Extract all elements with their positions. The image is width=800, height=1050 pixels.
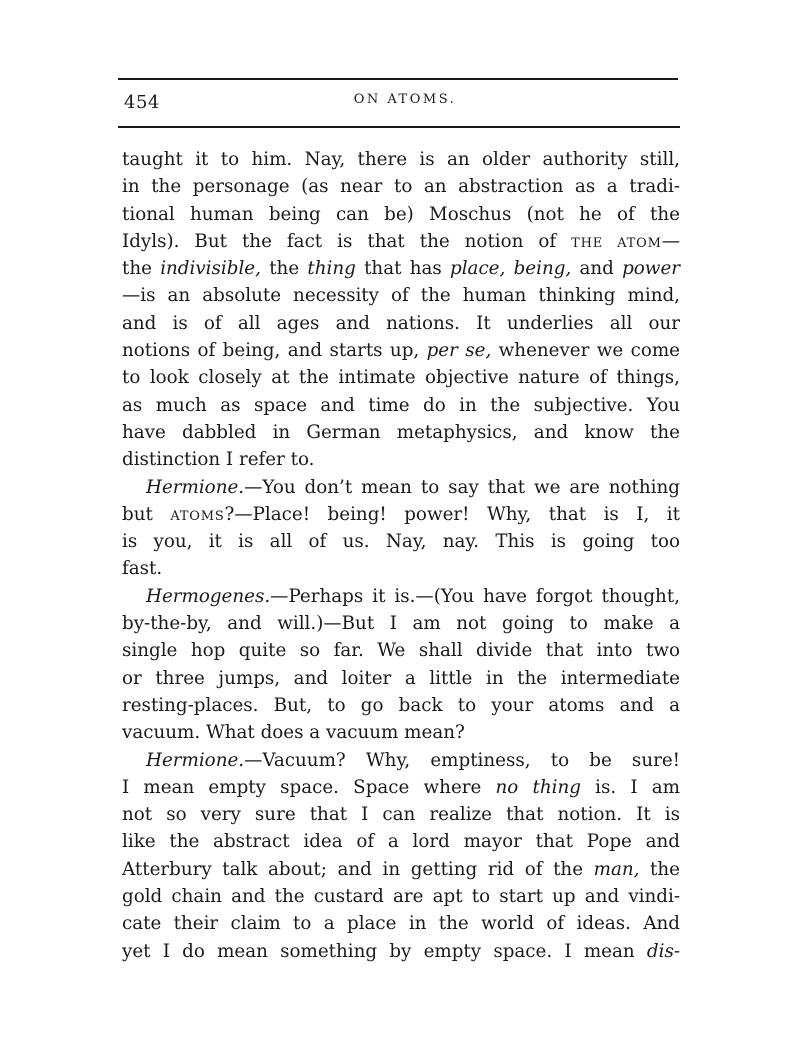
text-segment: tional human being can be) Moschus (not he of the	[122, 203, 680, 225]
italic-text: indivisible,	[160, 258, 261, 280]
text-line	[122, 337, 680, 364]
small-caps-text: THE ATOM	[571, 235, 662, 251]
text-line	[122, 446, 680, 473]
text-segment: —is an absolute necessity of the human thinking mind,	[122, 285, 680, 307]
italic-text: being,	[513, 258, 572, 280]
text-line	[122, 392, 680, 419]
text-line	[122, 146, 680, 173]
text-line	[122, 364, 680, 391]
page-number: 454	[124, 92, 160, 113]
text-segment: I mean empty space. Space where	[122, 776, 496, 798]
text-segment: whenever we come	[491, 340, 680, 362]
text-line	[122, 228, 680, 255]
text-segment: is you, it is all of us. Nay, nay. This is going too	[122, 531, 680, 553]
text-segment: not so very sure that I can realize that notion. It is	[122, 804, 680, 826]
text-line	[122, 938, 680, 965]
text-segment: vacuum. What does a vacuum mean?	[122, 722, 465, 744]
text-line	[122, 719, 680, 746]
text-line	[122, 501, 680, 528]
text-segment: single hop quite so far. We shall divide that into two	[122, 640, 680, 662]
italic-text: man,	[593, 858, 640, 880]
text-line	[122, 910, 680, 937]
text-line	[122, 801, 680, 828]
italic-text: dis-	[646, 940, 680, 962]
body-text	[122, 146, 680, 965]
running-head: ON ATOMS.	[353, 92, 457, 107]
text-segment: —You don’t mean to say that we are nothing	[244, 476, 680, 498]
italic-text: power	[622, 258, 681, 280]
text-segment: to look closely at the intimate objective nature of things,	[122, 367, 680, 389]
italic-text: place,	[450, 258, 506, 280]
text-segment: —Vacuum? Why, emptiness, to be sure!	[244, 749, 680, 771]
text-segment: or three jumps, and loiter a little in the intermediate	[122, 667, 680, 689]
text-segment: —Perhaps it is.—(You have forgot thought,	[270, 585, 680, 607]
text-segment: but	[122, 503, 171, 525]
italic-text: no thing	[495, 776, 581, 798]
text-segment: that has	[355, 258, 450, 280]
text-segment: yet I do mean something by empty space. I mean	[122, 940, 647, 962]
text-line	[122, 201, 680, 228]
text-segment: the	[260, 258, 308, 280]
text-segment: the	[122, 258, 161, 280]
text-segment: is. I am	[580, 776, 681, 798]
small-caps-text: ATOMS	[170, 508, 225, 524]
text-segment: have dabbled in German metaphysics, and know the	[122, 421, 680, 443]
text-segment: Idyls). But the fact is that the notion of	[122, 230, 572, 252]
text-segment: Atterbury talk about; and in getting rid of the	[122, 858, 594, 880]
text-line	[122, 419, 680, 446]
header-rule-bottom	[118, 126, 680, 128]
text-line	[122, 310, 680, 337]
italic-text: Hermione.	[146, 749, 245, 771]
text-segment: distinction I refer to.	[122, 449, 315, 471]
text-segment: and is of all ages and nations. It underlies all our	[122, 312, 680, 334]
text-line	[122, 583, 680, 610]
text-line	[122, 255, 680, 282]
text-line	[122, 282, 680, 309]
text-line	[122, 828, 680, 855]
text-line	[122, 665, 680, 692]
text-segment: like the abstract idea of a lord mayor that Pope and	[122, 831, 680, 853]
text-segment: as much as space and time do in the subjective. You	[122, 394, 680, 416]
text-line	[122, 610, 680, 637]
italic-text: per se,	[426, 340, 492, 362]
text-line	[122, 474, 680, 501]
italic-text: thing	[307, 258, 356, 280]
text-segment: by-the-by, and will.)—But I am not going to make a	[122, 613, 680, 635]
text-line	[122, 173, 680, 200]
text-line	[122, 555, 680, 582]
text-line	[122, 692, 680, 719]
text-line	[122, 856, 680, 883]
text-line	[122, 637, 680, 664]
italic-text: Hermione.	[146, 476, 245, 498]
text-segment: gold chain and the custard are apt to start up and vindi-	[122, 886, 680, 908]
text-segment	[505, 258, 513, 279]
italic-text: Hermogenes.	[146, 585, 271, 607]
text-segment: resting-places. But, to go back to your atoms and a	[122, 694, 680, 716]
text-segment: and	[571, 258, 623, 280]
text-line	[122, 528, 680, 555]
text-segment: —	[661, 230, 680, 252]
text-segment: notions of being, and starts up,	[122, 340, 427, 362]
text-segment: cate their claim to a place in the world of ideas. And	[122, 913, 680, 935]
text-line	[122, 883, 680, 910]
text-segment: ?—Place! being! power! Why, that is I, it	[224, 503, 680, 525]
text-segment: the	[639, 858, 680, 880]
header-rule-top	[118, 78, 678, 80]
text-segment: fast.	[122, 558, 163, 580]
text-line	[122, 747, 680, 774]
text-segment: in the personage (as near to an abstraction as a tradi-	[122, 176, 680, 198]
text-line	[122, 774, 680, 801]
text-segment: taught it to him. Nay, there is an older authority still,	[122, 149, 680, 170]
